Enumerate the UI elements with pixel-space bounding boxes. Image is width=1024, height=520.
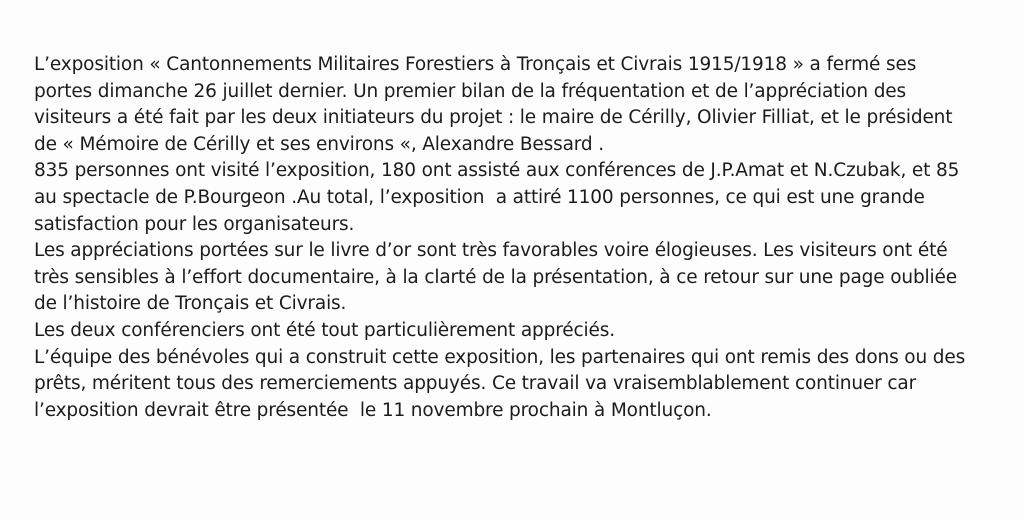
text-line: au spectacle de P.Bourgeon .Au total, l’exposition a attiré 1100 personnes, ce qui est une grande <box>34 186 925 208</box>
article-text <box>34 52 1014 424</box>
text-line: L’équipe des bénévoles qui a construit cette exposition, les partenaires qui ont remis des dons ou des <box>34 346 966 368</box>
text-line: de « Mémoire de Cérilly et ses environs «, Alexandre Bessard . <box>34 133 604 155</box>
text-line: l’exposition devrait être présentée le 11 novembre prochain à Montluçon. <box>34 399 712 421</box>
text-line: de l’histoire de Tronçais et Civrais. <box>34 293 347 315</box>
text-line: visiteurs a été fait par les deux initiateurs du projet : le maire de Cérilly, Olivier Filliat, et le président <box>34 107 953 129</box>
text-line: Les appréciations portées sur le livre d’or sont très favorables voire élogieuses. Les visiteurs ont été <box>34 240 948 262</box>
text-line: 835 personnes ont visité l’exposition, 180 ont assisté aux conférences de J.P.Amat et N.Czubak, et 85 <box>34 160 960 182</box>
text-line: portes dimanche 26 juillet dernier. Un premier bilan de la fréquentation et de l’appréciation des <box>34 80 907 102</box>
text-line: L’exposition « Cantonnements Militaires Forestiers à Tronçais et Civrais 1915/1918 » a fermé ses <box>34 54 917 75</box>
text-line: prêts, méritent tous des remerciements appuyés. Ce travail va vraisemblablement continuer car <box>34 373 917 395</box>
text-line: satisfaction pour les organisateurs. <box>34 213 355 235</box>
text-line: très sensibles à l’effort documentaire, à la clarté de la présentation, à ce retour sur une page oubliée <box>34 266 957 288</box>
text-line: Les deux conférenciers ont été tout particulièrement appréciés. <box>34 319 615 341</box>
